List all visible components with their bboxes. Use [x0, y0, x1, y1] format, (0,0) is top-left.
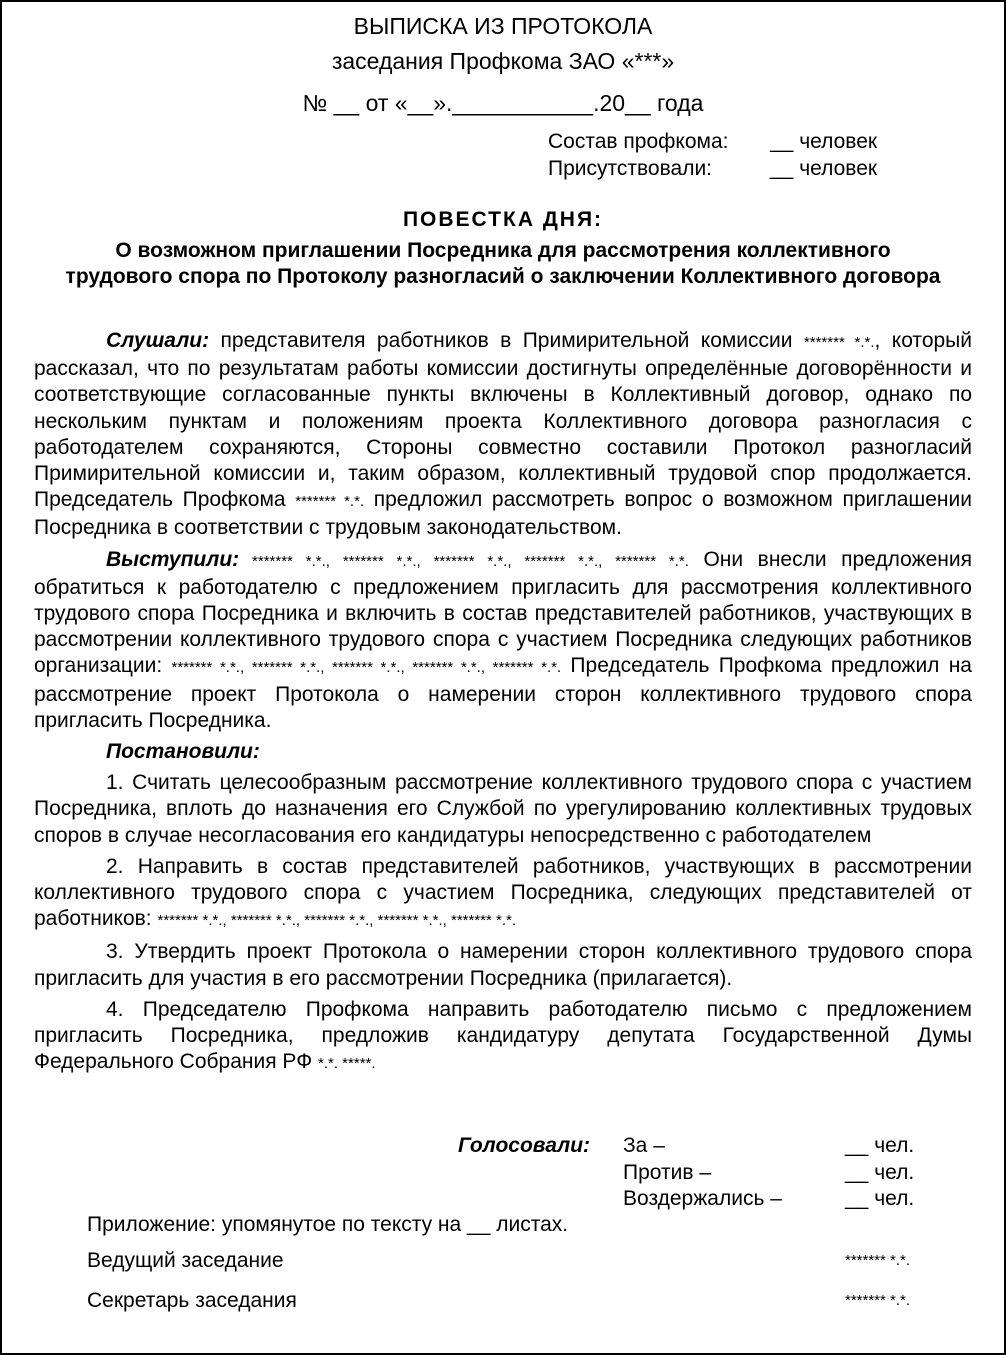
vote-for-value: __ чел.	[845, 1134, 915, 1157]
heard-stars-1: ******* *.*.	[803, 334, 875, 351]
agenda-heading: ПОВЕСТКА ДНЯ:	[402, 208, 604, 231]
members-label: Состав профкома:	[548, 130, 729, 153]
heard-text-a: представителя работников в Примирительной комиссии	[209, 329, 804, 352]
decision-item-1: 1. Считать целесообразным рассмотрение коллективного трудового спора с участием Посредника, вплоть до назначения его Службой по урегулированию коллективных трудовых споров в случае несогласования его кандидатуры непосредственно с работодателем	[34, 771, 972, 847]
spoke-text-a: Они внесли предложения обратиться к работодателю с предложением пригласить для рассмотрения коллективного трудового спора Посредника и включить в состав представителей работников, участвующих в рассмотрении коллективного трудового спора с участием Посредника следующих работников организации:	[34, 547, 973, 678]
decision-item-2-text: 2. Направить в состав представителей работников, участвующих в рассмотрении коллективного трудового спора с участием Посредника, следующих представителей от работников:	[34, 854, 972, 931]
spoke-stars-2: ******* *.*., ******* *.*., ******* *.*., ******* *.*., ******* *.*.	[171, 659, 562, 677]
vote-against-label: Против –	[623, 1161, 712, 1184]
attachment-note: Приложение: упомянутое по тексту на __ листах.	[87, 1213, 569, 1236]
vote-against-value: __ чел.	[845, 1161, 915, 1184]
secretary-name: ******* *.*.	[845, 1292, 911, 1309]
protocol-number-line: № __ от «__».___________.20__ года	[302, 90, 704, 116]
document-subtitle: заседания Профкома ЗАО «***»	[331, 48, 675, 74]
voting-label: Голосовали:	[458, 1134, 591, 1157]
vote-abstain-value: __ чел.	[845, 1187, 915, 1210]
decided-label: Постановили:	[106, 740, 260, 764]
decision-item-3: 3. Утвердить проект Протокола о намерении сторон коллективного трудового спора пригласить для участия в его рассмотрении Посредника (прилагается).	[34, 940, 972, 990]
decision-item-4-text: 4. Председателю Профкома направить работодателю письмо с предложением пригласить Посредника, предложив кандидатуру депутата Государственной Думы Федерального Собрания РФ	[34, 997, 972, 1074]
decision-item-2-stars: ******* *.*., ******* *.*., ******* *.*., ******* *.*., ******* *.*.	[157, 912, 517, 930]
heard-text-b: , который рассказал, что по результатам работы комиссии достигнуты определённые договорённости и соответствующие согласованные пункты включены в Коллективный договор, однако по нескольким пунктам и положениям проекта Коллективного договора разногласия с работодателем сохраняются, Стороны совместно составили Протокол разногласий Примирительной комиссии и, таким образом, коллективный трудовой спор продолжается. Председатель Профкома	[34, 329, 973, 512]
spoke-paragraph	[34, 547, 972, 734]
chair-label: Ведущий заседание	[87, 1249, 284, 1272]
chair-name: ******* *.*.	[845, 1252, 911, 1269]
present-label: Присутствовали:	[548, 157, 713, 180]
present-value: __ человек	[770, 157, 878, 180]
decided-heading	[34, 739, 972, 765]
secretary-label: Секретарь заседания	[87, 1289, 297, 1312]
document-title: ВЫПИСКА ИЗ ПРОТОКОЛА	[353, 13, 653, 39]
agenda-text: О возможном приглашении Посредника для рассмотрения коллективного трудового спора по Протоколу разногласий о заключении Коллективного договора	[65, 239, 941, 288]
decision-item-4-stars: *.*. *****.	[318, 1055, 376, 1073]
spoke-stars-1: ******* *.*., ******* *.*., ******* *.*., ******* *.*., ******* *.*.	[239, 552, 689, 570]
spoke-text-b: Председатель Профкома предложил на рассмотрение проект Протокола о намерении сторон коллективного трудового спора пригласить Посредника.	[34, 654, 972, 732]
heard-paragraph	[34, 328, 972, 542]
heard-text-c: предложил рассмотреть вопрос о возможном приглашении Посредника в соответствии с трудовым законодательством.	[34, 488, 972, 540]
spoke-label: Выступили:	[106, 547, 240, 571]
vote-abstain-label: Воздержались –	[623, 1187, 782, 1210]
vote-for-label: За –	[623, 1134, 665, 1157]
members-value: __ человек	[770, 130, 878, 153]
decision-item-4	[34, 997, 972, 1078]
heard-label: Слушали:	[106, 329, 210, 352]
heard-stars-2: ******* *.*.	[295, 493, 365, 511]
minutes-body	[34, 328, 972, 1082]
decision-item-2	[34, 854, 972, 935]
